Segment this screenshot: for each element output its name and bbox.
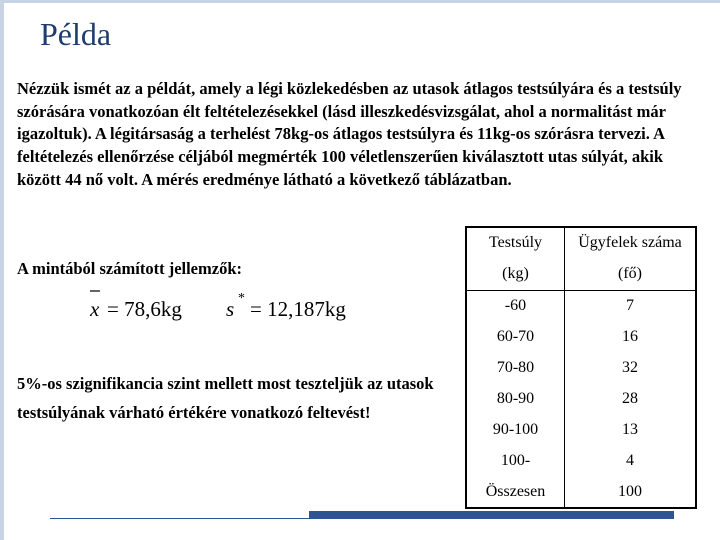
- header-weight: Testsúly: [466, 227, 565, 259]
- sample-statistics-formula: [90, 286, 390, 326]
- table-row: [466, 322, 696, 353]
- weight-cell: 80-90: [466, 383, 565, 414]
- sd-value: = 12,187kg: [250, 297, 346, 321]
- weight-cell: 100-: [466, 445, 565, 476]
- weight-cell: 90-100: [466, 414, 565, 445]
- weight-cell: -60: [466, 290, 565, 321]
- slide-top-border: [0, 0, 720, 3]
- sd-star: *: [238, 291, 245, 306]
- weight-cell: 70-80: [466, 353, 565, 384]
- count-cell: 4: [626, 451, 634, 469]
- table-row: [466, 445, 696, 476]
- sample-characteristics-label: A mintából számított jellemzők:: [17, 259, 242, 278]
- footer-line: [50, 518, 310, 519]
- table-row: [466, 414, 696, 445]
- total-count: 100: [618, 482, 642, 500]
- unit-customers: (fő): [565, 259, 697, 290]
- total-label: Összesen: [466, 476, 565, 508]
- count-cell: 7: [626, 297, 634, 315]
- count-cell: 16: [622, 328, 638, 346]
- unit-weight: (kg): [466, 259, 565, 290]
- table-row: [466, 353, 696, 384]
- weight-cell: 60-70: [466, 322, 565, 353]
- table-header-row: [466, 227, 696, 259]
- weight-distribution-table: [465, 226, 697, 509]
- table-total-row: [466, 476, 696, 508]
- intro-paragraph: Nézzük ismét az a példát, amely a légi közlekedésben az utasok átlagos testsúlyára és a testsúly szórására vonatkozóan élt feltételezésekkel (lásd illeszkedésvizsgálat, ahol a normalitást már igazoltuk). A légitársaság a terhelést 78kg-os átlagos testsúlyra és 11kg-os szórásra tervezi. A feltételezés ellenőrzése céljából megmérték 100 véletlenszerűen kiválasztott utas súlyát, akik között 44 nő volt. A mérés eredménye látható a következő táblázatban.: [17, 79, 682, 189]
- header-customers: Ügyfelek száma: [578, 234, 682, 252]
- count-cell: 28: [622, 389, 638, 407]
- table-row: [466, 383, 696, 414]
- task-text: 5%-os szignifikancia szint mellett most teszteljük az utasok testsúlyának várható értékére vonatkozó feltevést!: [17, 374, 434, 422]
- table-unit-row: [466, 259, 696, 290]
- count-cell: 32: [622, 359, 638, 376]
- count-cell: 13: [622, 420, 638, 438]
- slide-left-border: [0, 0, 4, 540]
- mean-symbol: x: [90, 297, 100, 321]
- mean-value: = 78,6kg: [107, 297, 182, 321]
- slide-title: Példa: [40, 16, 112, 52]
- table-row: [466, 290, 696, 321]
- sd-symbol: s: [226, 297, 235, 321]
- footer-accent-bar: [309, 511, 674, 519]
